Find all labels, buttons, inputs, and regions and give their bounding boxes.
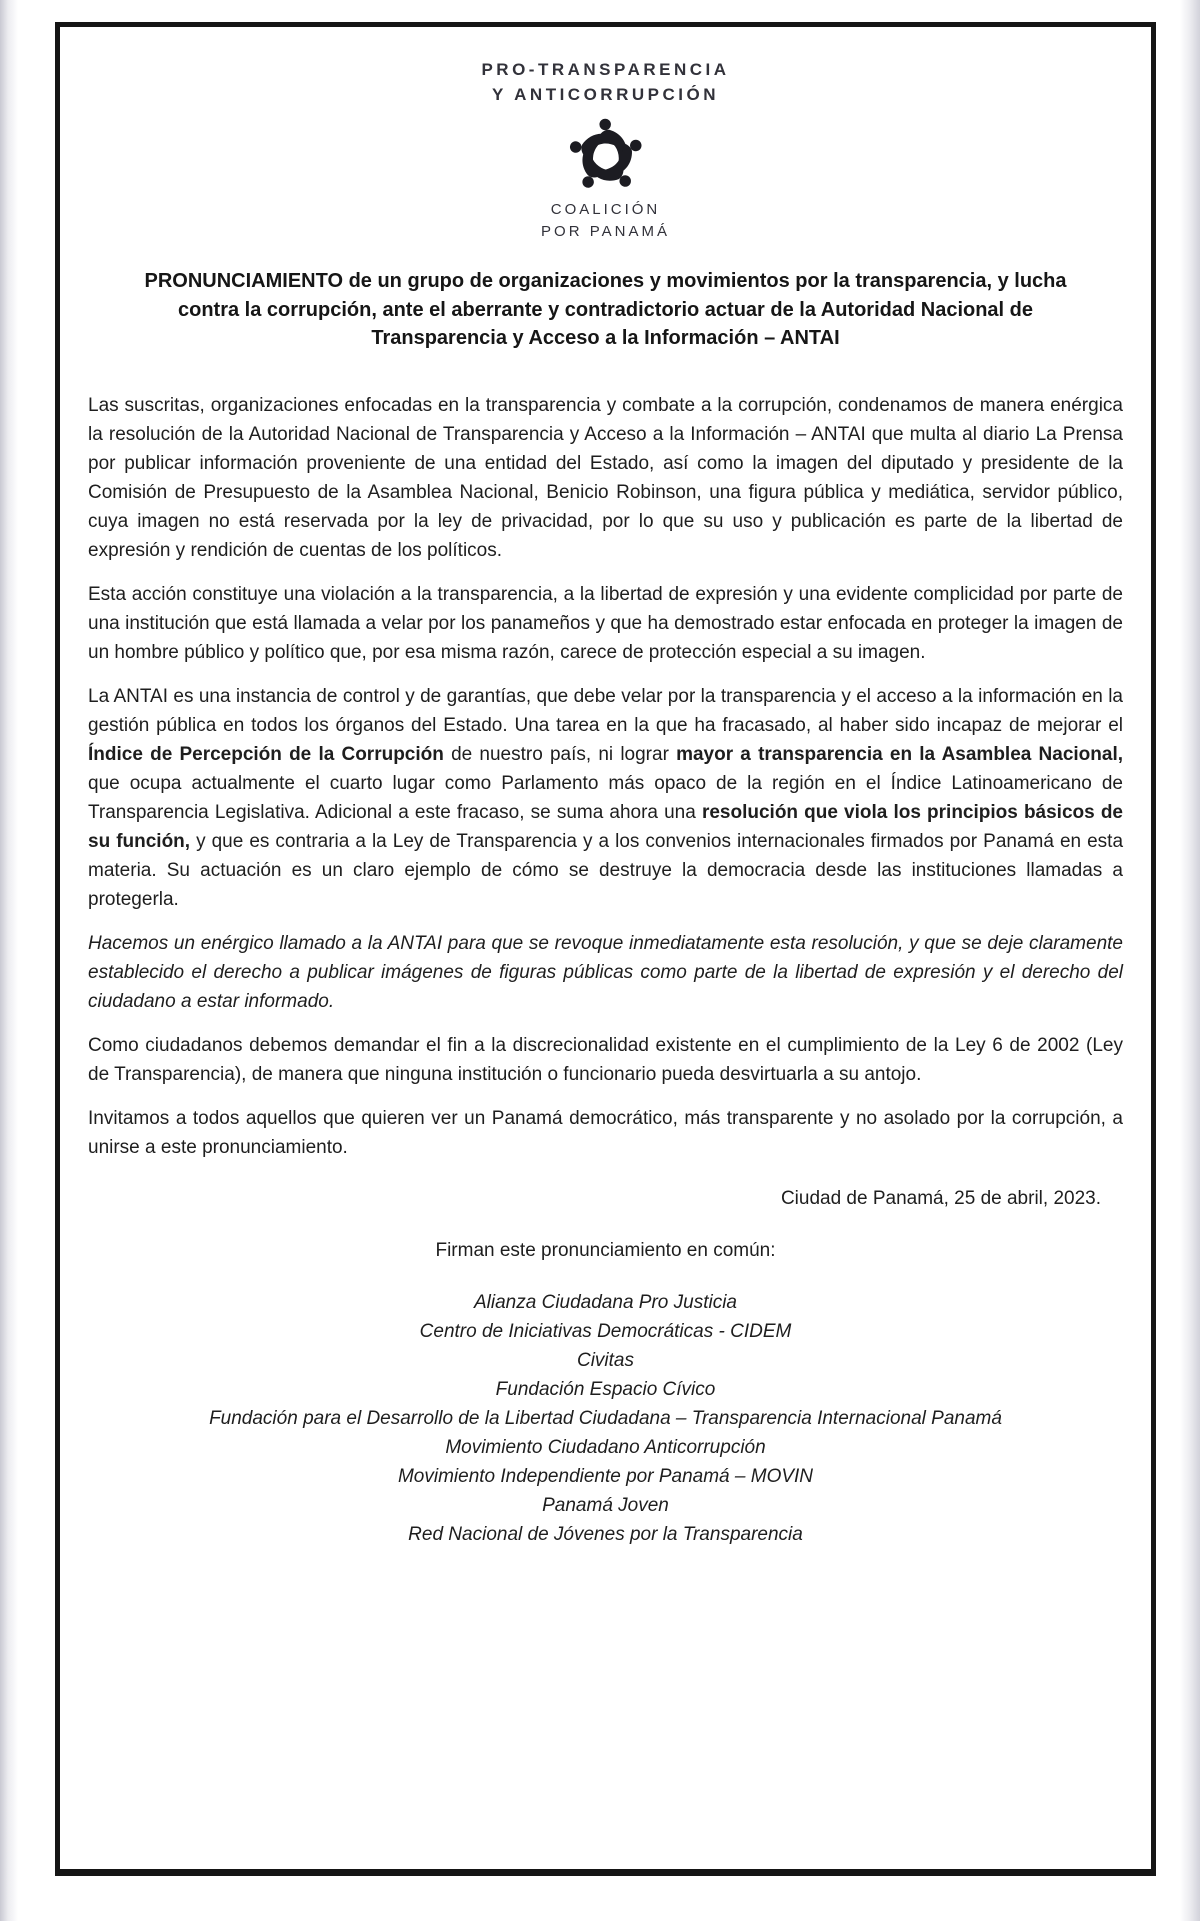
signing-heading: Firman este pronunciamiento en común: <box>435 1239 776 1261</box>
signatory-name: Panamá Joven <box>542 1494 669 1516</box>
bold-text-run: mayor a transparencia en la Asamblea Nacional, <box>676 743 1123 765</box>
body-paragraph <box>88 682 1123 914</box>
coalition-name <box>88 199 1123 243</box>
coalition-swirl-logo-icon <box>564 115 648 197</box>
bold-text-run: resolución que viola los principios básicos de su función, <box>88 801 1123 852</box>
coalition-line2: POR PANAMÁ <box>541 223 670 240</box>
text-run: Invitamos a todos aquellos que quieren ver un Panamá democrático, más transparente y no asolado por la corrupción, a unirse a este pronunciamiento. <box>88 1107 1123 1158</box>
letterhead <box>88 27 1123 243</box>
org-name-line2: Y ANTICORRUPCIÓN <box>492 85 719 104</box>
title-line-2: contra la corrupción, ante el aberrante y contradictorio actuar de la Autoridad Nacional de <box>177 298 1034 321</box>
text-run: que ocupa actualmente el cuarto lugar como Parlamento más opaco de la región en el Índice Latinoamericano de Transparencia Legislativa. Adicional a este fracaso, se suma ahora una <box>88 772 1123 823</box>
body-paragraph <box>88 391 1123 565</box>
document-page <box>55 22 1156 1876</box>
text-run: Esta acción constituye una violación a la transparencia, a la libertad de expresión y una evidente complicidad por parte de una institución que está llamada a velar por los panameños y que ha demostrado estar enfocada en proteger la imagen de un hombre público y político que, por esa misma razón, carece de protección especial a su imagen. <box>88 583 1123 663</box>
document-body <box>88 391 1123 1162</box>
text-run: Como ciudadanos debemos demandar el fin a la discrecionalidad existente en el cumplimiento de la Ley 6 de 2002 (Ley de Transparencia), de manera que ninguna institución o funcionario pueda desvirtuarla a su antojo. <box>88 1034 1123 1085</box>
text-run: de nuestro país, ni lograr <box>443 743 677 765</box>
text-run: Las suscritas, organizaciones enfocadas en la transparencia y combate a la corrupción, condenamos de manera enérgica la resolución de la Autoridad Nacional de Transparencia y Acceso a la Información – ANTAI que multa al diario La Prensa por publicar información proveniente de una entidad del Estado, así como la imagen del diputado y presidente de la Comisión de Presupuesto de la Asamblea Nacional, Benicio Robinson, una figura pública y mediática, servidor público, cuya imagen no está reservada por la ley de privacidad, por lo que su uso y publicación es parte de la libertad de expresión y rendición de cuentas de los políticos. <box>88 394 1123 561</box>
text-run: La ANTAI es una instancia de control y de garantías, que debe velar por la transparencia y el acceso a la información en la gestión pública en todos los órganos del Estado. Una tarea en la que ha fracasado, al haber sido incapaz de mejorar el <box>88 685 1123 736</box>
page-title <box>88 267 1123 353</box>
text-run: y que es contraria a la Ley de Transparencia y a los convenios internacionales firmados por Panamá en esta materia. Su actuación es un claro ejemplo de cómo se destruye la democracia desde las instituciones llamadas a protegerla. <box>88 830 1124 910</box>
title-line-1: PRONUNCIAMIENTO de un grupo de organizaciones y movimientos por la transparencia, y lucha <box>144 270 1067 292</box>
body-paragraph <box>88 580 1123 667</box>
body-paragraph <box>88 929 1123 1016</box>
signatory-name: Fundación Espacio Cívico <box>495 1378 716 1400</box>
coalition-line1: COALICIÓN <box>550 201 661 218</box>
signatories-list <box>88 1288 1123 1549</box>
signatory-name: Red Nacional de Jóvenes por la Transparencia <box>408 1523 803 1545</box>
date-line: Ciudad de Panamá, 25 de abril, 2023. <box>780 1187 1101 1209</box>
signatory-name: Alianza Ciudadana Pro Justicia <box>474 1291 737 1313</box>
org-name-line1: PRO-TRANSPARENCIA <box>481 60 730 79</box>
org-name <box>88 57 1123 107</box>
body-paragraph <box>88 1031 1123 1089</box>
signatory-name: Fundación para el Desarrollo de la Libertad Ciudadana – Transparencia Internacional Panamá <box>209 1407 1002 1429</box>
body-paragraph <box>88 1104 1123 1162</box>
title-line-3: Transparencia y Acceso a la Información – ANTAI <box>371 327 840 349</box>
bold-text-run: Índice de Percepción de la Corrupción <box>88 743 444 765</box>
signatory-name: Movimiento Independiente por Panamá – MOVIN <box>397 1465 814 1487</box>
text-run: Hacemos un enérgico llamado a la ANTAI para que se revoque inmediatamente esta resolución, y que se deje claramente establecido el derecho a publicar imágenes de figuras públicas como parte de la libertad de expresión y el derecho del ciudadano a estar informado. <box>88 932 1123 1012</box>
signatory-name: Civitas <box>576 1349 634 1371</box>
signatory-name: Centro de Iniciativas Democráticas - CIDEM <box>419 1320 792 1342</box>
signatory-name: Movimiento Ciudadano Anticorrupción <box>445 1436 766 1458</box>
